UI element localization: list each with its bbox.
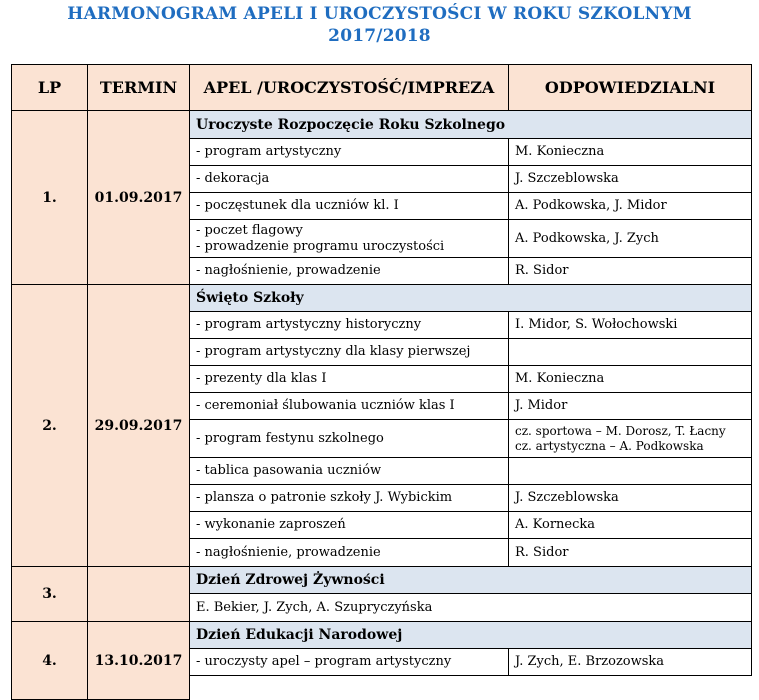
table-row-task: - wykonanie zaproszeń [189,511,509,539]
table-row-task: - ceremoniał ślubowania uczniów klas I [189,392,509,420]
entry-2-lp: 2. [11,284,88,567]
table-row-task: - program artystyczny dla klasy pierwszej [189,338,509,366]
school-year: 2017/2018 [328,26,431,46]
entry-4-date: 13.10.2017 [87,621,190,700]
table-row-task: - plansza o patronie szkoły J. Wybickim [189,484,509,512]
table-row-responsible [508,457,752,485]
table-row-responsible: A. Podkowska, J. Midor [508,192,752,220]
header-event: APEL /UROCZYSTOŚĆ/IMPREZA [189,64,509,111]
table-row-task: - prezenty dla klas I [189,365,509,393]
table-row-responsible: M. Konieczna [508,138,752,166]
table-row-responsible: J. Zych, E. Brzozowska [508,648,752,676]
entry-3-date [87,566,190,622]
table-row-responsible [508,338,752,366]
task-line: - prowadzenie programu uroczystości [196,238,445,254]
responsible-line: cz. artystyczna – A. Podkowska [515,438,704,453]
entry-2-date: 29.09.2017 [87,284,190,567]
table-row-task [189,219,509,258]
entry-2-event: Święto Szkoły [189,284,752,312]
entry-1-event: Uroczyste Rozpoczęcie Roku Szkolnego [189,110,752,139]
entry-4-lp: 4. [11,621,88,700]
entry-3-responsible: E. Bekier, J. Zych, A. Szupryczyńska [189,593,752,622]
header-termin: TERMIN [87,64,190,111]
table-row-responsible: J. Szczeblowska [508,484,752,512]
table-row-task: - program artystyczny [189,138,509,166]
header-responsible: ODPOWIEDZIALNI [508,64,752,111]
table-row-task: - program festynu szkolnego [189,419,509,458]
table-row-responsible: I. Midor, S. Wołochowski [508,311,752,339]
entry-1-lp: 1. [11,110,88,285]
table-row-responsible: R. Sidor [508,538,752,567]
table-row-responsible: A. Podkowska, J. Zych [508,219,752,258]
table-row-task: - nagłośnienie, prowadzenie [189,538,509,567]
table-row-task: - dekoracja [189,165,509,193]
table-row-task: - program artystyczny historyczny [189,311,509,339]
entry-4-event: Dzień Edukacji Narodowej [189,621,752,649]
entry-1-date: 01.09.2017 [87,110,190,285]
header-lp: LP [11,64,88,111]
table-row-responsible: A. Kornecka [508,511,752,539]
table-row-responsible: J. Szczeblowska [508,165,752,193]
table-row-responsible: M. Konieczna [508,365,752,393]
entry-3-lp: 3. [11,566,88,622]
table-row-task: - poczęstunek dla uczniów kl. I [189,192,509,220]
table-row-task: - tablica pasowania uczniów [189,457,509,485]
responsible-line: cz. sportowa – M. Dorosz, T. Łacny [515,423,726,438]
table-row-task: - uroczysty apel – program artystyczny [189,648,509,676]
table-row-responsible: R. Sidor [508,257,752,285]
table-row-responsible: J. Midor [508,392,752,420]
task-line: - poczet flagowy [196,222,303,238]
table-row-task: - nagłośnienie, prowadzenie [189,257,509,285]
table-row-responsible [508,419,752,458]
entry-3-event: Dzień Zdrowej Żywności [189,566,752,594]
document-title: HARMONOGRAM APELI I UROCZYSTOŚCI W ROKU SZKOLNYM [67,4,692,24]
